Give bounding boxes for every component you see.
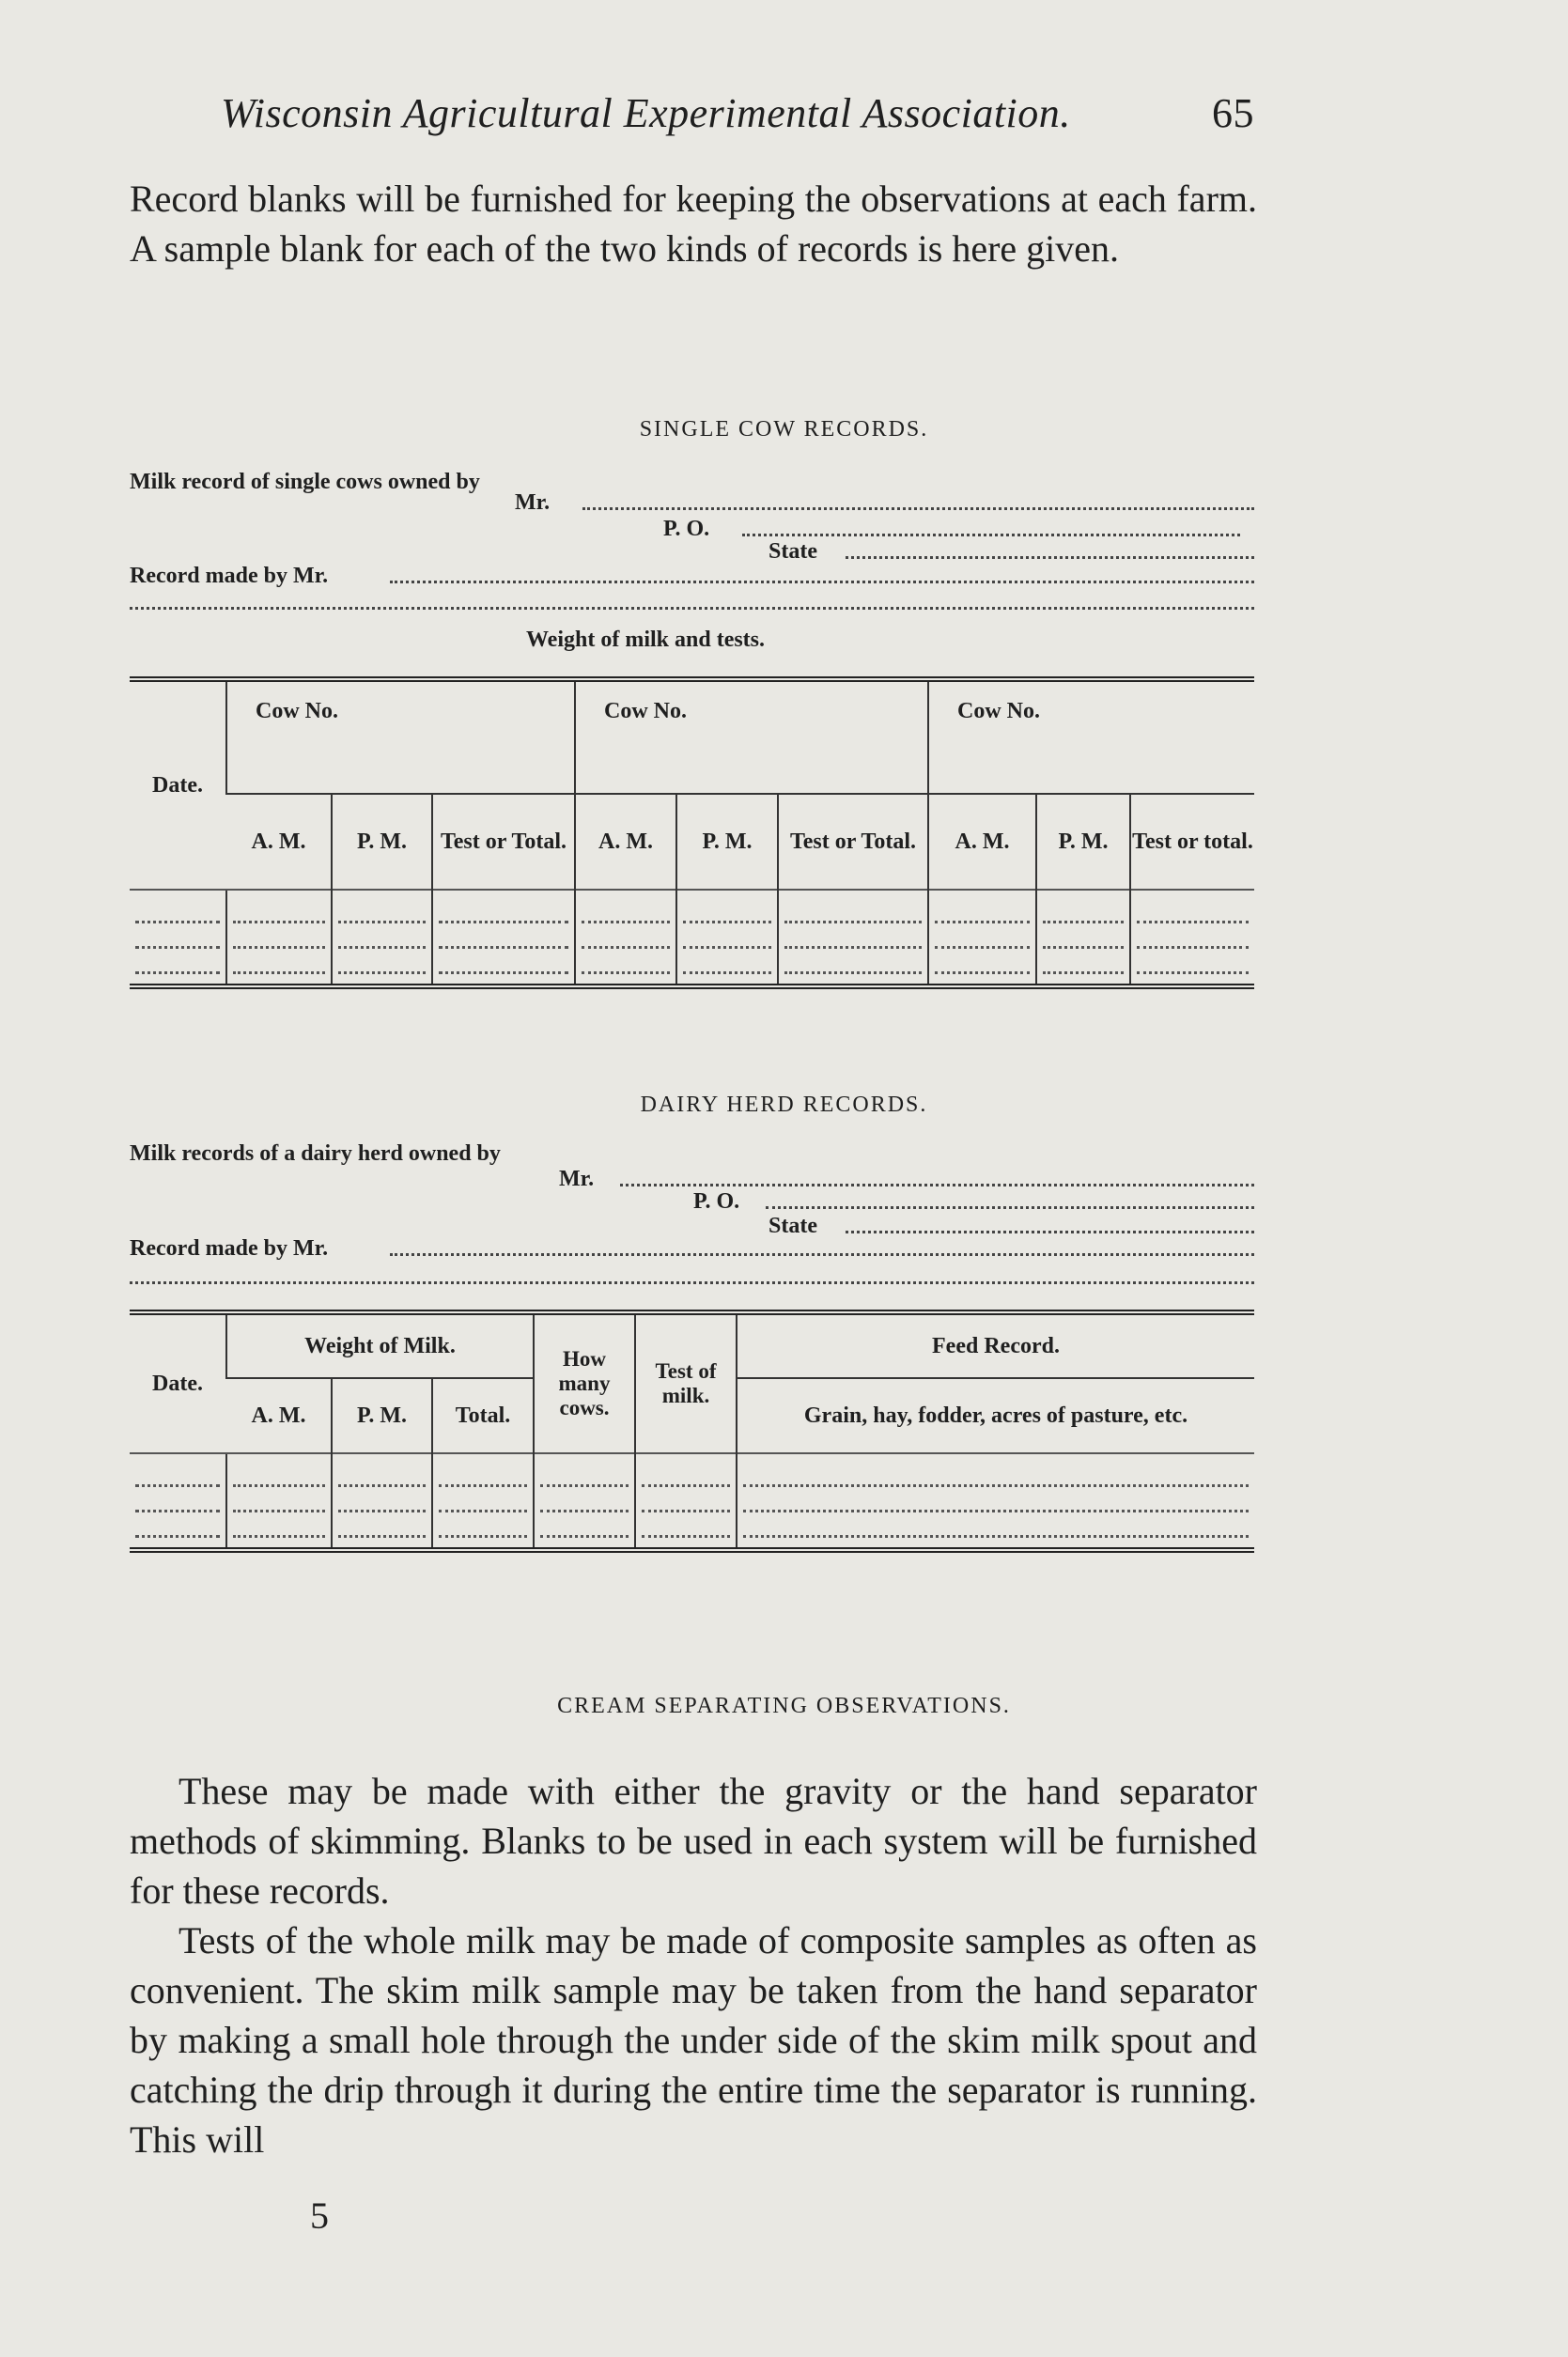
- col-am-2: A. M.: [575, 794, 676, 890]
- single-cow-table: [130, 676, 1254, 989]
- single-state-label: State: [768, 539, 817, 564]
- col-pm-3: P. M.: [1036, 794, 1130, 890]
- dairy-state-label: State: [768, 1214, 817, 1238]
- dairy-col-test: Test of milk.: [635, 1312, 737, 1453]
- dairy-mr-label: Mr.: [559, 1167, 595, 1191]
- running-head: [221, 89, 1254, 137]
- dairy-col-weight: Weight of Milk.: [226, 1312, 534, 1378]
- cream-heading: CREAM SEPARATING OBSERVATIONS.: [557, 1694, 1011, 1718]
- cream-paragraph-1: These may be made with either the gravity or the hand separator methods of skimming. Blanks to be used in each system will be furnished for these records.: [130, 1770, 1257, 1912]
- table-row: [130, 1471, 1254, 1496]
- dairy-col-feed: Feed Record.: [737, 1312, 1254, 1378]
- single-cow-heading: SINGLE COW RECORDS.: [639, 417, 929, 442]
- single-po-line: [742, 534, 1240, 536]
- col-date: Date.: [152, 772, 203, 798]
- dairy-owned-by-label: Milk records of a dairy herd owned by: [130, 1141, 501, 1166]
- dairy-herd-heading: DAIRY HERD RECORDS.: [640, 1093, 928, 1117]
- col-am-3: A. M.: [928, 794, 1036, 890]
- weight-caption: Weight of milk and tests.: [526, 628, 766, 652]
- single-mr-line: [582, 507, 1254, 510]
- single-record-made-line: [390, 581, 1254, 583]
- col-am-1: A. M.: [226, 794, 332, 890]
- table-row: [130, 1522, 1254, 1550]
- single-mr-label: Mr.: [515, 490, 551, 515]
- cow-no-3: Cow No.: [928, 679, 1254, 794]
- single-po-label: P. O.: [663, 517, 710, 541]
- dairy-po-line: [766, 1206, 1254, 1209]
- dairy-state-line: [846, 1231, 1254, 1233]
- dairy-herd-table: [130, 1310, 1254, 1553]
- dairy-record-made-line: [390, 1253, 1254, 1256]
- col-test-1: Test or Total.: [432, 794, 575, 890]
- running-head-title: Wisconsin Agricultural Experimental Association.: [221, 90, 1071, 136]
- single-record-made-label: Record made by Mr.: [130, 564, 329, 588]
- single-state-line: [846, 556, 1254, 559]
- dairy-mr-line: [620, 1184, 1254, 1186]
- cow-no-1: Cow No.: [226, 679, 575, 794]
- table-row: [130, 1496, 1254, 1522]
- dairy-col-how-many: How many cows.: [534, 1312, 635, 1453]
- col-pm-1: P. M.: [332, 794, 432, 890]
- cream-paragraph-2: Tests of the whole milk may be made of composite samples as often as convenient. The skim milk sample may be taken from the hand separator by making a small hole through the under side of the skim milk spout and catching the drip through it during the entire time the separator is running. This will: [130, 1919, 1257, 2161]
- table-row: [130, 890, 1254, 907]
- cream-text-block: [130, 1766, 1257, 2164]
- dairy-col-pm: P. M.: [332, 1378, 432, 1453]
- table-row: [130, 958, 1254, 986]
- page-number: 65: [1212, 90, 1254, 136]
- dairy-col-am: A. M.: [226, 1378, 332, 1453]
- dairy-po-label: P. O.: [693, 1189, 740, 1214]
- intro-paragraph: Record blanks will be furnished for keeping the observations at each farm. A sample blank for each of the two kinds of records is here given.: [130, 178, 1257, 270]
- col-test-3: Test or total.: [1130, 794, 1254, 890]
- table-row: [130, 1453, 1254, 1471]
- single-owned-by-label: Milk record of single cows owned by: [130, 470, 480, 494]
- single-record-extra-line: [130, 607, 1254, 610]
- dairy-col-date: Date.: [152, 1371, 203, 1396]
- dairy-col-total: Total.: [432, 1378, 534, 1453]
- dairy-record-made-label: Record made by Mr.: [130, 1236, 329, 1261]
- dairy-col-feed-detail: Grain, hay, fodder, acres of pasture, etc.: [737, 1378, 1254, 1453]
- dairy-record-extra-line: [130, 1281, 1254, 1284]
- signature-folio: 5: [310, 2194, 329, 2237]
- cow-no-2: Cow No.: [575, 679, 928, 794]
- col-test-2: Test or Total.: [778, 794, 928, 890]
- table-row: [130, 907, 1254, 933]
- intro-paragraph-block: [130, 174, 1257, 273]
- table-row: [130, 933, 1254, 958]
- col-pm-2: P. M.: [676, 794, 778, 890]
